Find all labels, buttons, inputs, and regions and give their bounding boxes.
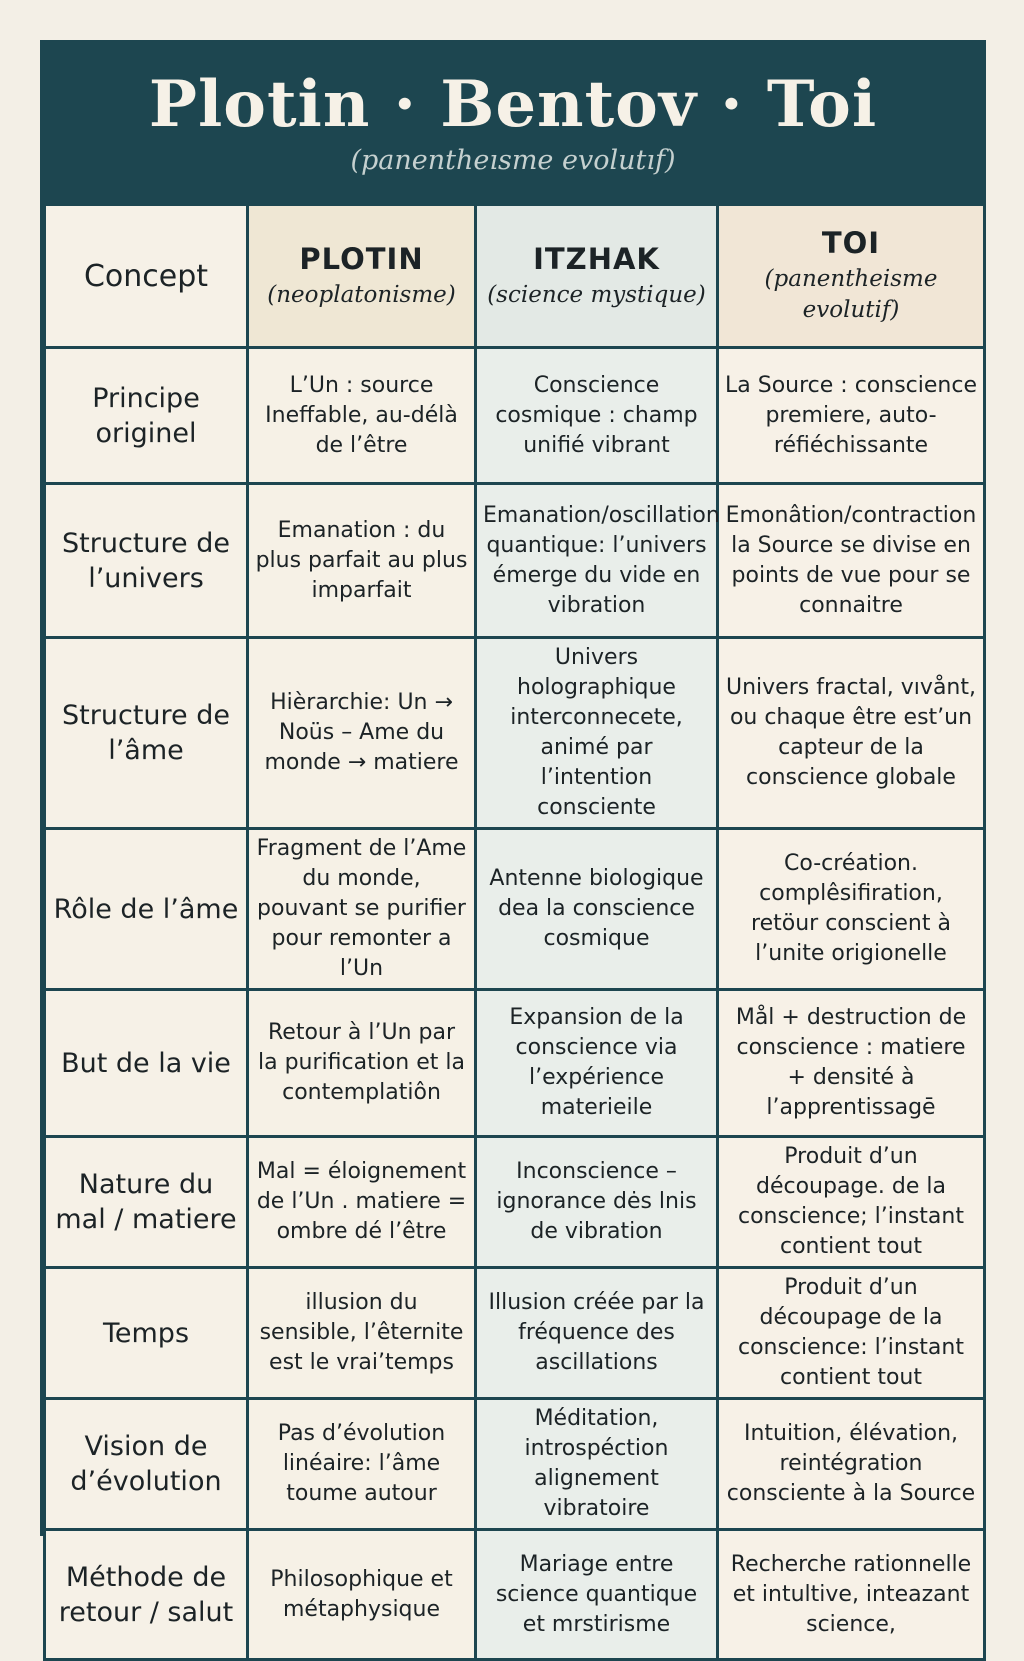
cell-toi: Univers fractal, vıvånt, ou chaque être est’un capteur de la conscience globale	[718, 638, 985, 829]
cell-plotin: Retour à l’Un par la purification et la contemplatiôn	[248, 990, 476, 1137]
column-header-plotin	[248, 205, 476, 348]
column-header-name: PLOTIN	[299, 241, 424, 276]
cell-plotin: Fragment de l’Ame du monde, pouvant se purifier pour remonter a l’Un	[248, 829, 476, 990]
column-header-concept: Concept	[45, 205, 248, 348]
cell-toi: Mål + destruction de conscience : matiere + densité à l’apprentissagē	[718, 990, 985, 1137]
comparison-table	[43, 203, 986, 1661]
table-row	[45, 348, 985, 484]
table-row	[45, 484, 985, 638]
row-concept: Temps	[45, 1268, 248, 1399]
page-subtitle: (panentheısme evolutıf)	[350, 145, 676, 176]
row-concept: Structure de l’univers	[45, 484, 248, 638]
cell-plotin: Pas d’évolution linéaire: l’âme toume autour	[248, 1399, 476, 1530]
cell-itzhak: Antenne biologique dea la conscience cosmique	[476, 829, 718, 990]
column-header-name: ITZHAK	[533, 241, 660, 276]
column-header-sub: (panentheisme evolutif)	[764, 266, 938, 323]
row-concept: But de la vie	[45, 990, 248, 1137]
table-row	[45, 1268, 985, 1399]
table-header-row	[45, 205, 985, 348]
row-concept: Structure de l’âme	[45, 638, 248, 829]
title-banner	[43, 43, 983, 203]
cell-plotin: Philosophique et métaphysique	[248, 1530, 476, 1660]
cell-itzhak: Mariage entre science quantique et mrstirisme	[476, 1530, 718, 1660]
row-concept: Vision de d’évolution	[45, 1399, 248, 1530]
table-row	[45, 1137, 985, 1268]
cell-toi: Intuition, élévation, reintégration consciente à la Source	[718, 1399, 985, 1530]
column-header-sub: (science mystique)	[487, 281, 706, 308]
cell-itzhak: Méditation, introspéction alignement vibratoire	[476, 1399, 718, 1530]
cell-itzhak: Conscience cosmique : champ unifié vibrant	[476, 348, 718, 484]
cell-itzhak: Expansion de la conscience via l’expérience materieile	[476, 990, 718, 1137]
column-header-toi	[718, 205, 985, 348]
table-row	[45, 829, 985, 990]
cell-toi: Produit d’un découpage de la conscience: l’instant contient tout	[718, 1268, 985, 1399]
cell-toi: Emonâtion/contraction la Source se divise en points de vue pour se connaitre	[718, 484, 985, 638]
cell-plotin: Mal = éloignement de l’Un . matiere = ombre dé l’être	[248, 1137, 476, 1268]
cell-toi: Recherche rationnelle et intultive, inteazant science,	[718, 1530, 985, 1660]
comparison-sheet	[40, 40, 986, 1637]
row-concept: Principe originel	[45, 348, 248, 484]
table-row	[45, 990, 985, 1137]
cell-itzhak: Inconscience – ignorance dės lnis de vibration	[476, 1137, 718, 1268]
cell-toi: Co-création. complêsifiration, retöur conscient à l’unite origionelle	[718, 829, 985, 990]
column-header-sub: (neoplatonisme)	[267, 281, 456, 308]
column-header-itzhak	[476, 205, 718, 348]
column-header-name: TOI	[821, 226, 881, 260]
cell-plotin: Emanation : du plus parfait au plus imparfait	[248, 484, 476, 638]
row-concept: Méthode de retour / salut	[45, 1530, 248, 1660]
cell-itzhak: Univers holographique interconnecete, animé par l’intention consciente	[476, 638, 718, 829]
cell-itzhak: Illusion créée par la fréquence des ascillations	[476, 1268, 718, 1399]
table-row	[45, 1530, 985, 1660]
cell-toi: La Source : conscience premiere, auto-réfiéchissante	[718, 348, 985, 484]
cell-plotin: Hièrarchie: Un → Noüs – Ame du monde → matiere	[248, 638, 476, 829]
row-concept: Rôle de l’âme	[45, 829, 248, 990]
table-row	[45, 638, 985, 829]
cell-itzhak: Emanation/oscillation quantique: l’univers émerge du vide en vibration	[476, 484, 718, 638]
cell-plotin: L’Un : source Ineffable, au-délà de l’être	[248, 348, 476, 484]
cell-plotin: illusion du sensible, l’êternite est le vrai’temps	[248, 1268, 476, 1399]
page-title: Plotin · Bentov · Toi	[148, 67, 878, 142]
row-concept: Nature du mal / matiere	[45, 1137, 248, 1268]
cell-toi: Produit d’un découpage. de la conscience; l’instant contient tout	[718, 1137, 985, 1268]
table-row	[45, 1399, 985, 1530]
